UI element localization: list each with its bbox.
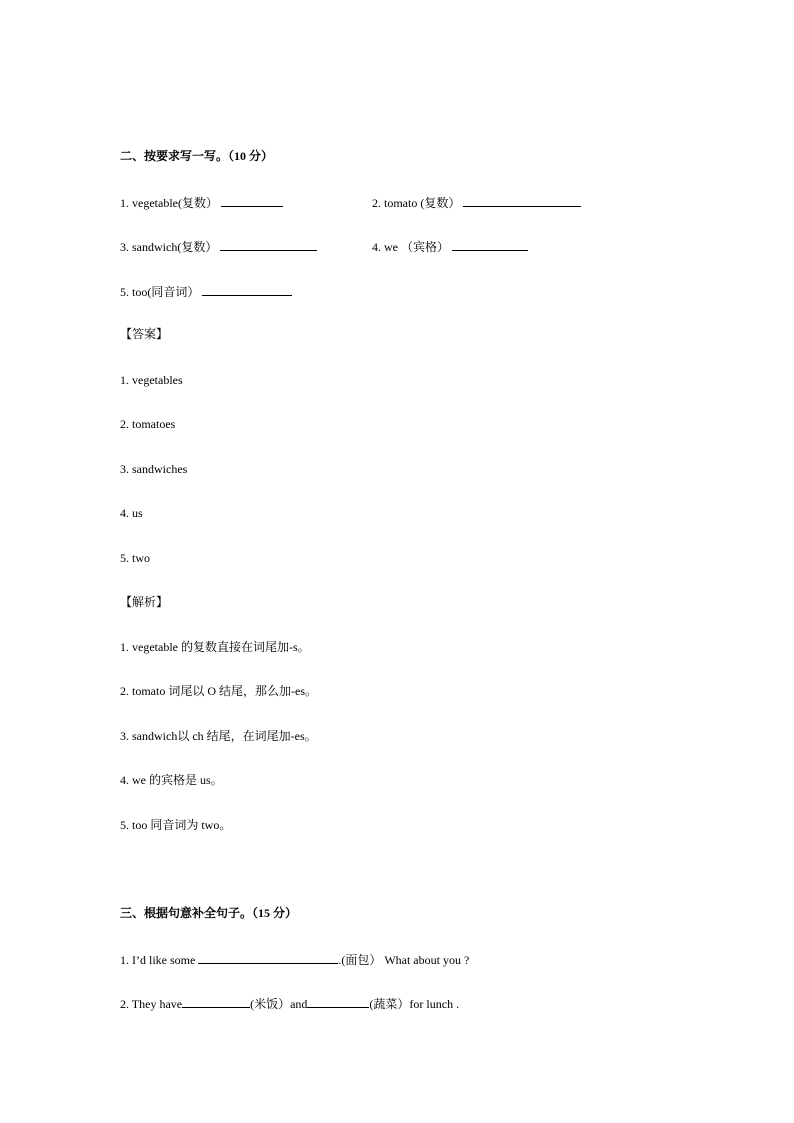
answer-heading: 【答案】: [120, 327, 169, 341]
section3-question-2-blank-1[interactable]: [182, 995, 250, 1008]
section3-question-2-after: (蔬菜）for lunch .: [369, 997, 460, 1011]
section3-question-1: [120, 951, 469, 968]
question-5-text: too(同音词）: [132, 285, 200, 299]
question-5: [120, 283, 292, 300]
answer-item: 2. tomatoes: [120, 417, 176, 431]
section3-question-1-blank[interactable]: [198, 951, 338, 964]
question-2-blank[interactable]: [463, 194, 581, 207]
section3-question-1-after: .(面包） What about you ?: [338, 953, 470, 967]
question-2: [372, 194, 581, 211]
section3-question-2-blank-2[interactable]: [307, 995, 369, 1008]
section3-heading: 三、根据句意补全句子。（15 分）: [120, 906, 298, 920]
question-3-text: sandwich(复数）: [132, 240, 218, 254]
question-3-number: 3.: [120, 240, 129, 254]
question-3: [120, 238, 317, 255]
section3-question-1-before: 1. I’d like some: [120, 953, 196, 967]
answer-item: 3. sandwiches: [120, 462, 188, 476]
section3-question-2: [120, 995, 459, 1012]
question-1-blank[interactable]: [221, 194, 283, 207]
analysis-item: 5. too 同音词为 two。: [120, 818, 232, 832]
section2-heading: 二、按要求写一写。（10 分）: [120, 149, 274, 163]
question-1-text: vegetable(复数）: [132, 196, 218, 210]
question-2-text: tomato (复数）: [384, 196, 461, 210]
analysis-item: 2. tomato 词尾以 O 结尾，那么加-es。: [120, 684, 317, 698]
question-4-text: we （宾格）: [384, 240, 449, 254]
question-1-number: 1.: [120, 196, 129, 210]
answer-item: 5. two: [120, 551, 150, 565]
question-4: [372, 238, 528, 255]
question-1: [120, 194, 283, 211]
question-5-number: 5.: [120, 285, 129, 299]
section3-question-2-mid: (米饭）and: [250, 997, 308, 1011]
question-5-blank[interactable]: [202, 283, 292, 296]
question-4-number: 4.: [372, 240, 381, 254]
analysis-item: 4. we 的宾格是 us。: [120, 773, 223, 787]
question-4-blank[interactable]: [452, 238, 528, 251]
analysis-heading: 【解析】: [120, 595, 169, 609]
analysis-item: 3. sandwich以 ch 结尾，在词尾加-es。: [120, 729, 317, 743]
section3-question-2-before: 2. They have: [120, 997, 183, 1011]
answer-item: 4. us: [120, 506, 143, 520]
analysis-item: 1. vegetable 的复数直接在词尾加-s。: [120, 640, 310, 654]
question-2-number: 2.: [372, 196, 381, 210]
answer-item: 1. vegetables: [120, 373, 183, 387]
question-3-blank[interactable]: [220, 238, 317, 251]
